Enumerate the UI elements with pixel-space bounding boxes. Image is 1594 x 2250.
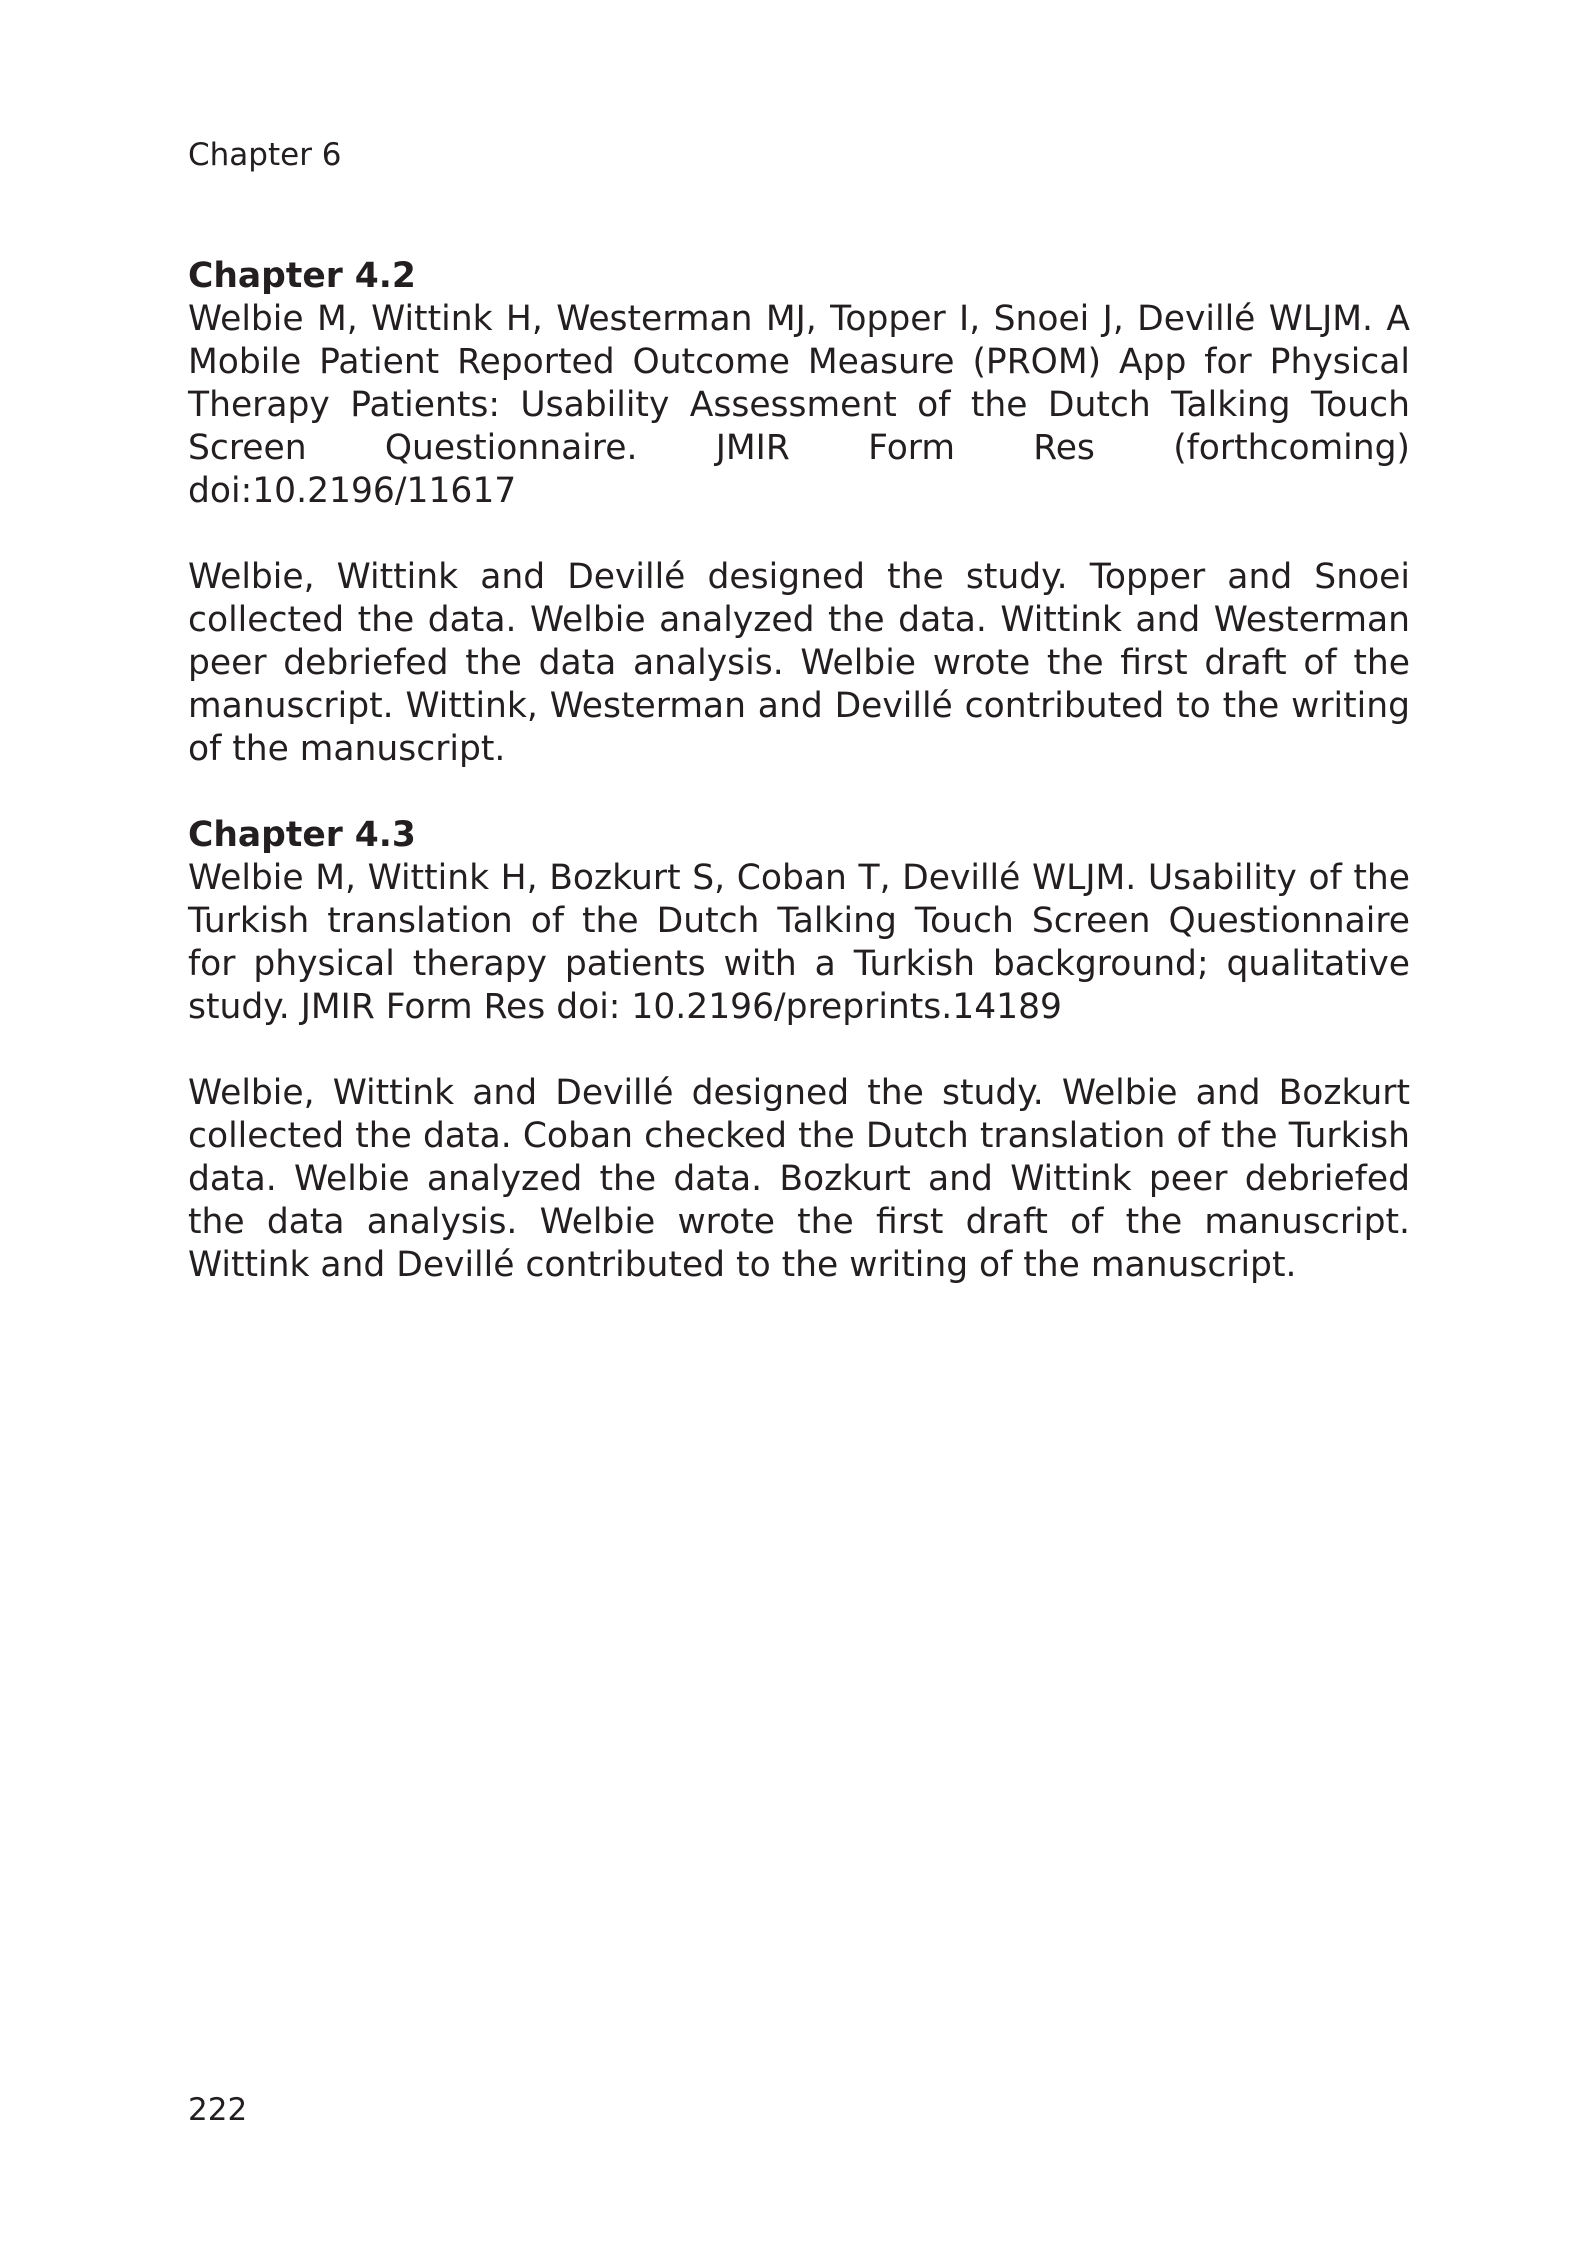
contribution-text: Welbie, Wittink and Devillé designed the study. Welbie and Bozkurt collected the data. Coban checked the Dutch translation of the Turkish data. Welbie analyzed the data. Bozkurt and Wittink peer debriefed the data analysis. Welbie wrote the first draft of the manuscript. Wittink and Devillé contributed to the writing of the manuscript. <box>188 1073 1410 1285</box>
section-heading: Chapter 4.2 <box>188 256 416 296</box>
citation-text: Welbie M, Wittink H, Westerman MJ, Topper I, Snoei J, Devillé WLJM. A Mobile Patient Reported Outcome Measure (PROM) App for Physical Therapy Patients: Usability Assessment of the Dutch Talking Touch Screen Questionnaire. JMIR Form Res (forthcoming) doi:10.2196/11617 <box>188 299 1410 511</box>
contribution-text: Welbie, Wittink and Devillé designed the study. Topper and Snoei collected the data. Welbie analyzed the data. Wittink and Westerman peer debriefed the data analysis. Welbie wrote the first draft of the manuscript. Wittink, Westerman and Devillé contributed to the writing of the manuscript. <box>188 557 1410 769</box>
section-chapter-4-3 <box>188 814 1410 1287</box>
running-header: Chapter 6 <box>188 137 342 173</box>
section-heading: Chapter 4.3 <box>188 815 416 855</box>
page-content <box>188 255 1410 1287</box>
section-chapter-4-2 <box>188 255 1410 771</box>
citation-text: Welbie M, Wittink H, Bozkurt S, Coban T, Devillé WLJM. Usability of the Turkish translation of the Dutch Talking Touch Screen Questionnaire for physical therapy patients with a Turkish background; qualitative study. JMIR Form Res doi: 10.2196/preprints.14189 <box>188 858 1410 1027</box>
page-number: 222 <box>188 2092 248 2128</box>
